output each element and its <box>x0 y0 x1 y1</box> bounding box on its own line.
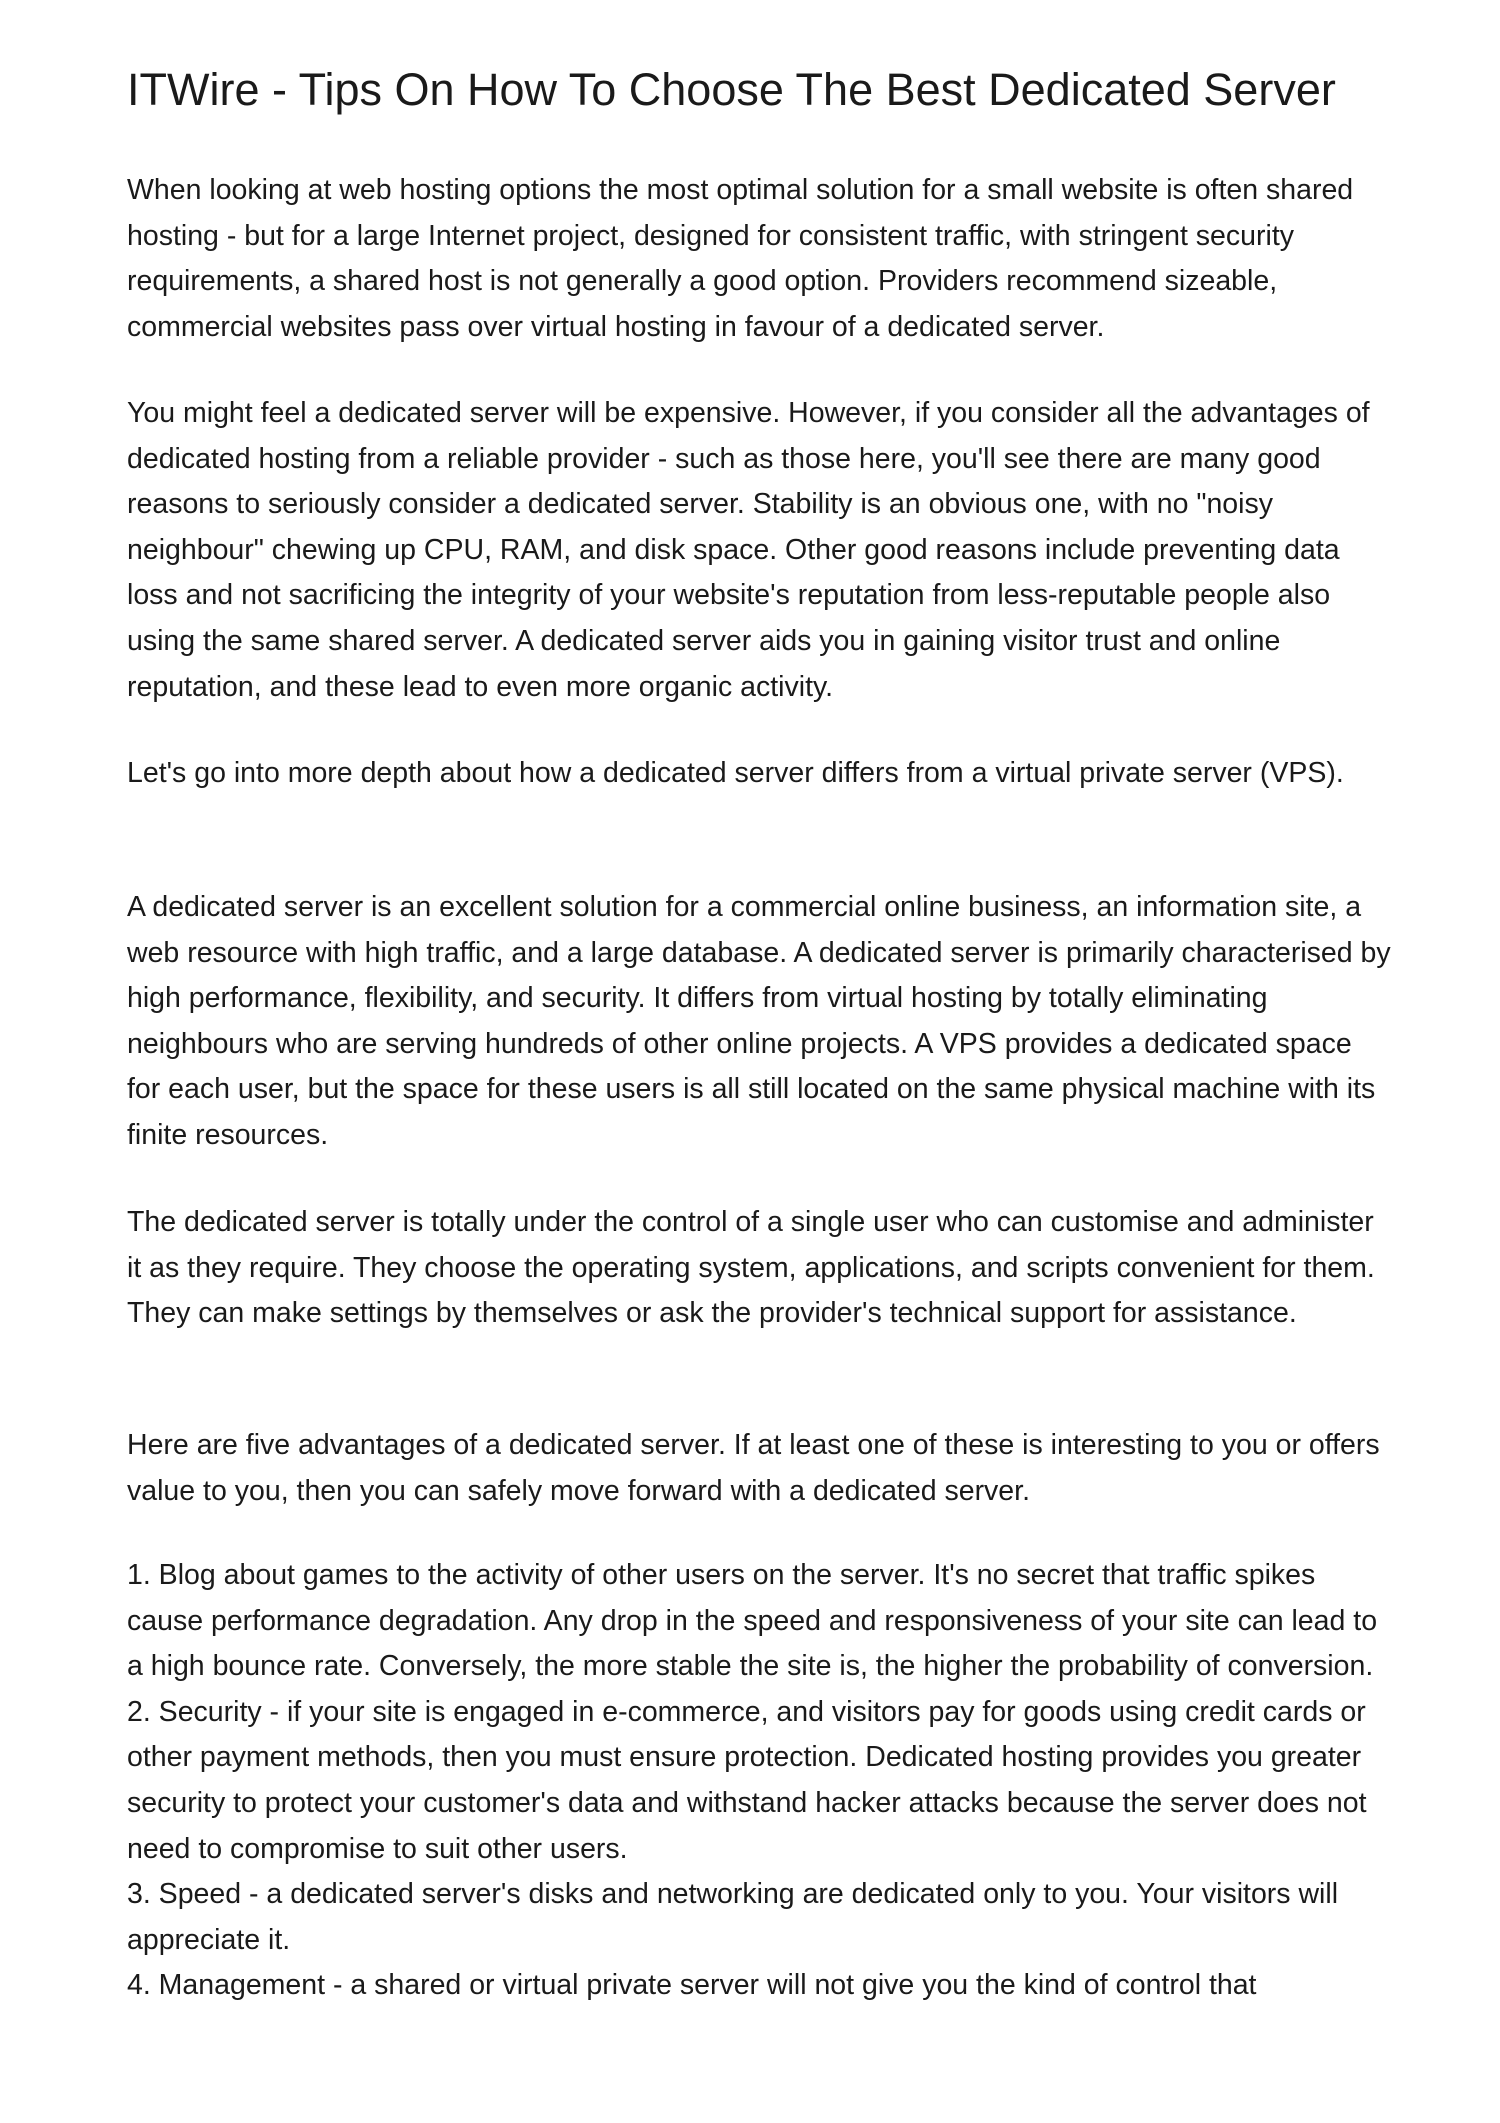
list-item: 1. Blog about games to the activity of other users on the server. It's no secret that traffic spikes cause performance degradation. Any drop in the speed and responsiveness of your site can lead to a high bounce rate. Conversely, the more stable the site is, the higher the probability of conversion. <box>127 1559 1378 1683</box>
advantages-list <box>127 1553 1382 2009</box>
paragraph-intro: When looking at web hosting options the most optimal solution for a small website is often shared hosting - but for a large Internet project, designed for consistent traffic, with stringent security requirements, a shared host is not generally a good option. Providers recommend sizeable, commercial websites pass over virtual hosting in favour of a dedicated server. <box>127 174 1354 343</box>
document-title: ITWire - Tips On How To Choose The Best Dedicated Server <box>127 64 1336 115</box>
list-item: 3. Speed - a dedicated server's disks and networking are dedicated only to you. Your visitors will appreciate it. <box>127 1878 1339 1956</box>
list-item: 2. Security - if your site is engaged in e-commerce, and visitors pay for goods using credit cards or other payment methods, then you must ensure protection. Dedicated hosting provides you greater security to protect your customer's data and withstand hacker attacks because the server does not need to compromise to suit other users. <box>127 1695 1367 1865</box>
paragraph-vps-intro: Let's go into more depth about how a dedicated server differs from a virtual private server (VPS). <box>127 757 1344 789</box>
paragraph-cost: You might feel a dedicated server will be expensive. However, if you consider all the advantages of dedicated hosting from a reliable provider - such as those here, you'll see there are many good reasons to seriously consider a dedicated server. Stability is an obvious one, with no "noisy neighbour" chewing up CPU, RAM, and disk space. Other good reasons include preventing data loss and not sacrificing the integrity of your website's reputation from less-reputable people also using the same shared server. A dedicated server aids you in gaining visitor trust and online reputation, and these lead to even more organic activity. <box>127 397 1370 703</box>
paragraph-dedicated-definition: A dedicated server is an excellent solution for a commercial online business, an information site, a web resource with high traffic, and a large database. A dedicated server is primarily characterised by high performance, flexibility, and security. It differs from virtual hosting by totally eliminating neighbours who are serving hundreds of other online projects. A VPS provides a dedicated space for each user, but the space for these users is all still located on the same physical machine with its finite resources. <box>127 891 1391 1151</box>
paragraph-advantages-intro: Here are five advantages of a dedicated server. If at least one of these is interesting to you or offers value to you, then you can safely move forward with a dedicated server. <box>127 1429 1380 1507</box>
paragraph-control: The dedicated server is totally under the control of a single user who can customise and administer it as they require. They choose the operating system, applications, and scripts convenient for them. They can make settings by themselves or ask the provider's technical support for assistance. <box>127 1206 1375 1330</box>
list-item: 4. Management - a shared or virtual private server will not give you the kind of control that <box>127 1969 1257 2002</box>
